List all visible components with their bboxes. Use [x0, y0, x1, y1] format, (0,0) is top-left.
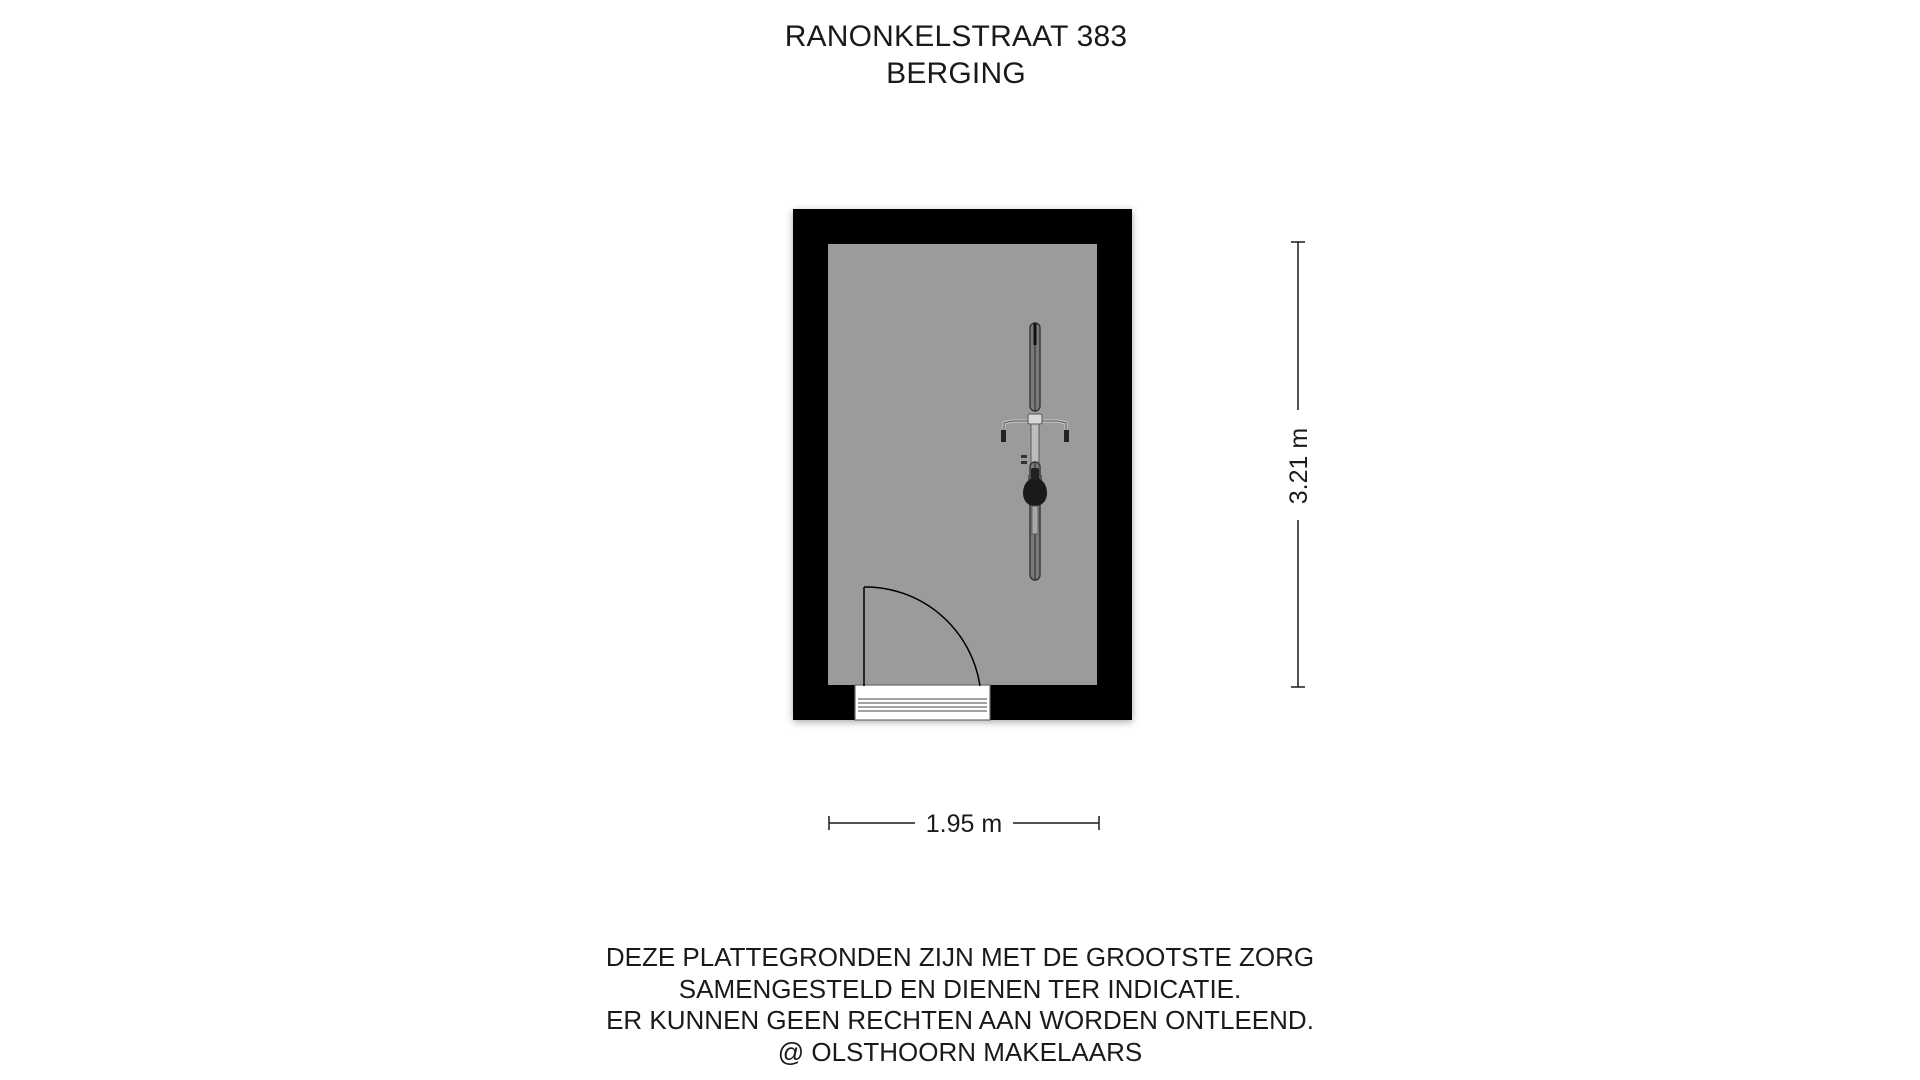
width-dimension-label: 1.95 m	[925, 810, 1003, 838]
room-floor	[828, 244, 1097, 685]
disclaimer-line: ER KUNNEN GEEN RECHTEN AAN WORDEN ONTLEEND.	[606, 1005, 1314, 1035]
height-dimension-label: 3.21 m	[1285, 427, 1313, 505]
room-title: BERGING	[886, 57, 1026, 90]
width-dimension	[829, 810, 1099, 838]
height-dimension	[1285, 242, 1313, 687]
disclaimer-line: SAMENGESTELD EN DIENEN TER INDICATIE.	[678, 973, 1242, 1004]
address-title: RANONKELSTRAAT 383	[784, 20, 1128, 53]
disclaimer	[0, 942, 1920, 1068]
disclaimer-line: DEZE PLATTEGRONDEN ZIJN MET DE GROOTSTE ZORG	[605, 942, 1315, 972]
disclaimer-copyright: @ OLSTHOORN MAKELAARS	[777, 1036, 1143, 1067]
